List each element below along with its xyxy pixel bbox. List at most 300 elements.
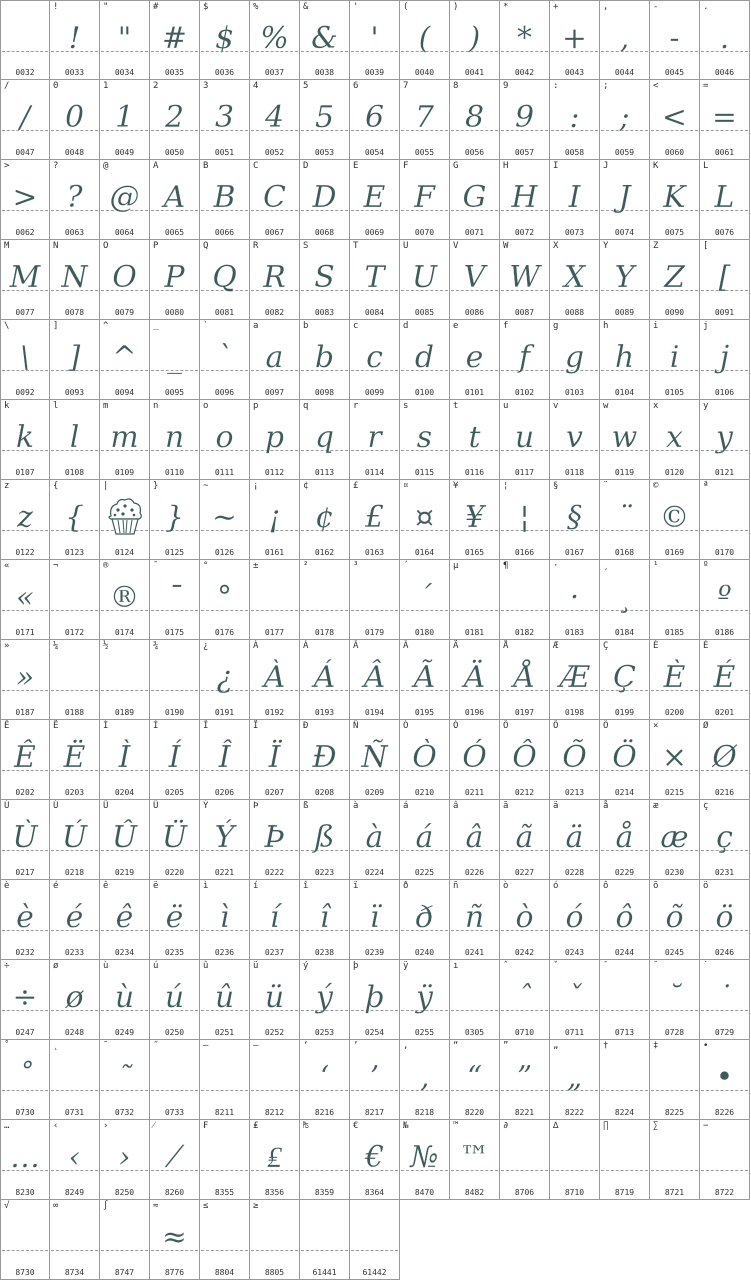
glyph-cell (200, 720, 250, 800)
glyph-reference-char: · (553, 561, 559, 571)
glyph-code: 8217 (364, 1108, 385, 1117)
glyph-code: 0107 (15, 468, 35, 477)
glyph-cell (100, 1040, 150, 1120)
glyph-code: 0050 (164, 148, 185, 157)
glyph-code: 0049 (114, 148, 135, 157)
glyph-cell (650, 160, 700, 240)
glyph-cell (300, 560, 350, 640)
glyph-code: 0235 (164, 948, 185, 957)
glyph-cell (700, 1040, 750, 1120)
glyph-sample: ≈ (161, 1220, 188, 1255)
glyph-cell (150, 560, 200, 640)
glyph-reference-char: ä (553, 801, 559, 811)
glyph-sample: d (414, 340, 435, 375)
glyph-cell (0, 240, 50, 320)
glyph-reference-char: â (453, 801, 459, 811)
glyph-sample: ß (314, 820, 335, 855)
glyph-sample: X (563, 260, 586, 295)
glyph-code: 8470 (414, 1188, 435, 1197)
glyph-cell (150, 80, 200, 160)
glyph-sample (200, 1054, 249, 1102)
glyph-code: 0043 (564, 68, 585, 77)
glyph-sample: Î (218, 740, 231, 775)
glyph-code: 0171 (15, 628, 35, 637)
glyph-reference-char: Q (203, 241, 209, 251)
glyph-reference-char: £ (353, 481, 359, 491)
glyph-reference-char: ˙ (703, 961, 709, 971)
glyph-cell (650, 320, 700, 400)
glyph-sample: y (716, 420, 733, 455)
glyph-code: 0033 (64, 68, 85, 77)
glyph-code: 0729 (714, 1028, 735, 1037)
glyph-cell (150, 400, 200, 480)
glyph-sample: ™ (459, 1140, 490, 1175)
glyph-cell (300, 720, 350, 800)
glyph-code: 8804 (214, 1268, 235, 1277)
glyph-sample: r (367, 420, 382, 455)
glyph-sample: Ä (463, 660, 486, 695)
glyph-sample (100, 1214, 149, 1262)
glyph-code: 0213 (564, 788, 585, 797)
glyph-sample: Þ (264, 820, 285, 855)
glyph-sample: ˇ (567, 980, 582, 1015)
glyph-sample (50, 1214, 99, 1262)
glyph-code: 0711 (564, 1028, 585, 1037)
glyph-cell (100, 160, 150, 240)
glyph-sample: › (118, 1140, 131, 1175)
glyph-cell (700, 240, 750, 320)
glyph-reference-char: µ (453, 561, 459, 571)
glyph-cell (600, 1040, 650, 1120)
glyph-code: 0189 (114, 708, 135, 717)
glyph-sample: € (364, 1140, 385, 1175)
glyph-sample: Ý (214, 820, 235, 855)
glyph-reference-char: 6 (353, 81, 359, 91)
glyph-cell (250, 560, 300, 640)
glyph-code: 0198 (564, 708, 585, 717)
glyph-reference-char: Ï (253, 721, 259, 731)
glyph-cell (0, 320, 50, 400)
glyph-cell (200, 640, 250, 720)
glyph-sample (150, 1054, 199, 1102)
glyph-sample: ° (217, 580, 232, 615)
glyph-code: 0039 (364, 68, 385, 77)
glyph-code: 0041 (464, 68, 485, 77)
glyph-reference-char: 0 (53, 81, 59, 91)
glyph-sample: Z (664, 260, 685, 295)
glyph-cell (200, 800, 250, 880)
glyph-sample (300, 1214, 349, 1262)
glyph-sample (500, 1134, 549, 1182)
glyph-reference-char: Ó (453, 721, 459, 731)
glyph-sample: ₤ (267, 1140, 282, 1175)
glyph-code: 0044 (614, 68, 635, 77)
glyph-sample: Û (111, 820, 138, 855)
glyph-cell (450, 880, 500, 960)
glyph-code: 0055 (414, 148, 435, 157)
glyph-sample (650, 574, 699, 622)
glyph-code: 0210 (414, 788, 435, 797)
glyph-code: 0192 (264, 708, 285, 717)
glyph-cell (150, 1120, 200, 1200)
glyph-code: 0176 (214, 628, 235, 637)
glyph-sample: g (564, 340, 585, 375)
glyph-cell (100, 320, 150, 400)
glyph-sample: = (711, 100, 738, 135)
glyph-cell (600, 240, 650, 320)
glyph-reference-char: ¨ (603, 481, 609, 491)
glyph-sample: _ (167, 340, 182, 375)
glyph-code: 0100 (414, 388, 435, 397)
glyph-reference-char: ¥ (453, 481, 459, 491)
glyph-cell (500, 0, 550, 80)
glyph-reference-char: × (653, 721, 659, 731)
glyph-code: 0057 (514, 148, 535, 157)
glyph-sample: s (416, 420, 433, 455)
glyph-cell (550, 400, 600, 480)
glyph-reference-char: ∆ (553, 1121, 559, 1131)
glyph-cell (400, 160, 450, 240)
glyph-sample (250, 1214, 299, 1262)
glyph-cell (650, 400, 700, 480)
glyph-sample: Á (313, 660, 336, 695)
glyph-code: 0048 (64, 148, 85, 157)
glyph-cell (600, 0, 650, 80)
glyph-reference-char: d (403, 321, 409, 331)
glyph-code: 0226 (464, 868, 485, 877)
glyph-reference-char: x (653, 401, 659, 411)
glyph-sample: a (265, 340, 284, 375)
glyph-cell (100, 560, 150, 640)
glyph-code: 0169 (664, 548, 685, 557)
glyph-sample: l (69, 420, 80, 455)
glyph-sample: © (659, 500, 690, 535)
glyph-reference-char: \ (4, 321, 10, 331)
glyph-sample: “ (466, 1060, 483, 1095)
glyph-sample: Ï (268, 740, 281, 775)
glyph-cell (500, 160, 550, 240)
glyph-reference-char: < (653, 81, 659, 91)
glyph-reference-char: Ð (303, 721, 309, 731)
glyph-reference-char: Û (103, 801, 109, 811)
glyph-cell (0, 560, 50, 640)
glyph-code: 0225 (414, 868, 435, 877)
glyph-sample: Ú (61, 820, 88, 855)
glyph-code: 0097 (264, 388, 285, 397)
glyph-cell (550, 960, 600, 1040)
glyph-cell (600, 800, 650, 880)
glyph-reference-char: o (203, 401, 209, 411)
glyph-code: 0200 (664, 708, 685, 717)
glyph-cell (100, 0, 150, 80)
glyph-code: 0056 (464, 148, 485, 157)
glyph-cell (250, 1040, 300, 1120)
glyph-reference-char: Ú (53, 801, 59, 811)
glyph-code: 0305 (464, 1028, 485, 1037)
glyph-code: 0051 (214, 148, 235, 157)
glyph-cell (350, 0, 400, 80)
glyph-code: 0094 (114, 388, 135, 397)
glyph-sample: K (663, 180, 686, 215)
glyph-reference-char: 4 (253, 81, 259, 91)
glyph-sample (150, 654, 199, 702)
glyph-cell (150, 960, 200, 1040)
glyph-sample: ê (115, 900, 134, 935)
glyph-cell (150, 1200, 200, 1280)
glyph-reference-char: ì (203, 881, 209, 891)
glyph-sample: ã (515, 820, 534, 855)
glyph-code: 0032 (15, 68, 35, 77)
glyph-reference-char: ˘ (653, 961, 659, 971)
glyph-sample: } (164, 500, 185, 535)
glyph-cell (400, 560, 450, 640)
glyph-code: 0116 (464, 468, 485, 477)
glyph-cell (700, 0, 750, 80)
glyph-cell (550, 320, 600, 400)
glyph-cell (300, 1120, 350, 1200)
glyph-code: 0078 (64, 308, 85, 317)
glyph-sample: ä (565, 820, 584, 855)
glyph-reference-char: . (703, 2, 709, 12)
glyph-code: 0161 (264, 548, 285, 557)
glyph-code: 8719 (614, 1188, 635, 1197)
glyph-code: 0187 (15, 708, 35, 717)
glyph-sample: : (569, 100, 580, 135)
glyph-code: 0076 (714, 228, 735, 237)
glyph-code: 0124 (114, 548, 135, 557)
glyph-sample: Ò (412, 740, 437, 775)
glyph-reference-char: ó (553, 881, 559, 891)
glyph-cell (0, 400, 50, 480)
glyph-sample: f (518, 340, 531, 375)
glyph-reference-char: 2 (153, 81, 159, 91)
glyph-cell (50, 1120, 100, 1200)
glyph-code: 0061 (714, 148, 735, 157)
glyph-sample: £ (364, 500, 385, 535)
glyph-cell (550, 880, 600, 960)
glyph-cell (500, 240, 550, 320)
glyph-cell (0, 640, 50, 720)
glyph-code: 0121 (714, 468, 735, 477)
glyph-sample: D (312, 180, 337, 215)
glyph-sample: U (411, 260, 438, 295)
glyph-reference-char: ï (353, 881, 359, 891)
glyph-sample: Ñ (361, 740, 388, 775)
glyph-sample: { (64, 500, 85, 535)
glyph-sample (1, 1214, 49, 1262)
glyph-cell (350, 640, 400, 720)
glyph-reference-char: p (253, 401, 259, 411)
glyph-code: 0250 (164, 1028, 185, 1037)
glyph-sample: ¥ (464, 500, 485, 535)
glyph-code: 0218 (64, 868, 85, 877)
glyph-reference-char: ÷ (4, 961, 10, 971)
glyph-cell (550, 1120, 600, 1200)
glyph-cell (450, 160, 500, 240)
glyph-cell (700, 640, 750, 720)
glyph-code: 0125 (164, 548, 185, 557)
glyph-sample: ˘ (667, 980, 682, 1015)
glyph-reference-char: r (353, 401, 359, 411)
glyph-reference-char: ³ (353, 561, 359, 571)
glyph-sample: þ (364, 980, 385, 1015)
glyph-reference-char: ∑ (653, 1121, 659, 1131)
glyph-cell (250, 480, 300, 560)
glyph-code: 0118 (564, 468, 585, 477)
glyph-reference-char: i (653, 321, 659, 331)
glyph-code: 0228 (564, 868, 585, 877)
glyph-cell (700, 400, 750, 480)
glyph-reference-char: ¾ (153, 641, 159, 651)
glyph-reference-char: ~ (203, 481, 209, 491)
glyph-sample: * (517, 21, 532, 56)
glyph-code: 0174 (114, 628, 135, 637)
glyph-code: 0713 (614, 1028, 635, 1037)
glyph-cell (400, 800, 450, 880)
glyph-cell (100, 480, 150, 560)
glyph-reference-char: ∫ (103, 1201, 109, 1211)
glyph-sample: u (514, 420, 535, 455)
glyph-cell (350, 800, 400, 880)
glyph-sample: x (666, 420, 683, 455)
glyph-sample: I (568, 180, 581, 215)
glyph-sample: i (669, 340, 680, 375)
glyph-code: 0188 (64, 708, 85, 717)
glyph-code: 8359 (314, 1188, 335, 1197)
glyph-reference-char: ‚ (403, 1041, 409, 1051)
glyph-code: 0068 (314, 228, 335, 237)
glyph-reference-char: “ (453, 1041, 459, 1051)
glyph-reference-char: * (503, 2, 509, 12)
glyph-cell (350, 1120, 400, 1200)
glyph-cell (450, 400, 500, 480)
glyph-sample: j (719, 340, 730, 375)
glyph-cell (700, 880, 750, 960)
glyph-code: 0255 (414, 1028, 435, 1037)
glyph-sample: Å (513, 660, 536, 695)
glyph-sample: ó (565, 900, 584, 935)
glyph-sample (550, 1134, 599, 1182)
glyph-sample: v (566, 420, 583, 455)
glyph-reference-char: ∂ (503, 1121, 509, 1131)
glyph-reference-char: : (553, 81, 559, 91)
glyph-sample: ‹ (68, 1140, 81, 1175)
glyph-cell (500, 480, 550, 560)
glyph-reference-char: ÿ (403, 961, 409, 971)
glyph-sample: E (363, 180, 386, 215)
glyph-reference-char: ¿ (203, 641, 209, 651)
glyph-sample: ‘ (319, 1060, 330, 1095)
glyph-reference-char: / (4, 81, 10, 91)
glyph-cell (100, 400, 150, 480)
glyph-reference-char: E (353, 161, 359, 171)
glyph-sample: ˆ (517, 980, 532, 1015)
glyph-code: 0244 (614, 948, 635, 957)
glyph-cell (50, 1040, 100, 1120)
glyph-code: 8356 (264, 1188, 285, 1197)
glyph-code: 8216 (314, 1108, 335, 1117)
glyph-cell (350, 880, 400, 960)
glyph-code: 8482 (464, 1188, 485, 1197)
glyph-code: 8212 (264, 1108, 285, 1117)
glyph-code: 0220 (164, 868, 185, 877)
glyph-cell (0, 1200, 50, 1280)
glyph-cell (200, 480, 250, 560)
glyph-sample: ” (516, 1060, 533, 1095)
glyph-reference-char: Ê (4, 721, 10, 731)
glyph-reference-char: I (553, 161, 559, 171)
glyph-sample (200, 1134, 249, 1182)
glyph-reference-char: ’ (353, 1041, 359, 1051)
glyph-cell (300, 480, 350, 560)
glyph-sample: - (669, 21, 680, 56)
glyph-cell (450, 0, 500, 80)
glyph-reference-char: „ (553, 1041, 559, 1051)
glyph-code: 0103 (564, 388, 585, 397)
glyph-sample: C (263, 180, 286, 215)
glyph-cell (450, 720, 500, 800)
glyph-code: 0249 (114, 1028, 135, 1037)
glyph-cell (250, 720, 300, 800)
glyph-code: 0098 (314, 388, 335, 397)
glyph-reference-char: ˚ (4, 1041, 10, 1051)
glyph-reference-char: ¡ (253, 481, 259, 491)
glyph-reference-char: R (253, 241, 259, 251)
glyph-sample: ù (114, 980, 135, 1015)
glyph-code: 0253 (314, 1028, 335, 1037)
glyph-code: 0162 (314, 548, 335, 557)
glyph-reference-char: − (703, 1121, 709, 1131)
glyph-reference-char: ¢ (303, 481, 309, 491)
glyph-reference-char: ò (503, 881, 509, 891)
glyph-cell (250, 0, 300, 80)
glyph-cell (600, 1120, 650, 1200)
glyph-reference-char: " (103, 2, 109, 12)
glyph-cell (250, 80, 300, 160)
glyph-sample: z (17, 500, 33, 535)
glyph-sample: m (110, 420, 139, 455)
glyph-reference-char: ¹ (653, 561, 659, 571)
glyph-cell (100, 1200, 150, 1280)
glyph-cell (600, 720, 650, 800)
glyph-code: 0236 (214, 948, 235, 957)
glyph-cell (50, 1200, 100, 1280)
glyph-code: 0204 (114, 788, 135, 797)
glyph-code: 0095 (164, 388, 185, 397)
glyph-reference-char: À (253, 641, 259, 651)
glyph-code: 0102 (514, 388, 535, 397)
glyph-cell (650, 1120, 700, 1200)
glyph-code: 8226 (714, 1108, 735, 1117)
glyph-reference-char: ˛ (53, 1041, 59, 1051)
glyph-cell (100, 1120, 150, 1200)
glyph-reference-char: H (503, 161, 509, 171)
glyph-sample: ˙ (717, 980, 732, 1015)
glyph-code: 0212 (514, 788, 535, 797)
glyph-reference-char: å (603, 801, 609, 811)
glyph-cell (500, 800, 550, 880)
glyph-reference-char: Ã (403, 641, 409, 651)
glyph-code: 0221 (214, 868, 235, 877)
glyph-reference-char: q (303, 401, 309, 411)
glyph-reference-char: Ñ (353, 721, 359, 731)
glyph-reference-char: Å (503, 641, 509, 651)
glyph-sample: â (465, 820, 484, 855)
glyph-sample (300, 574, 349, 622)
glyph-cell (250, 240, 300, 320)
glyph-code: 0113 (314, 468, 335, 477)
glyph-reference-char: é (53, 881, 59, 891)
